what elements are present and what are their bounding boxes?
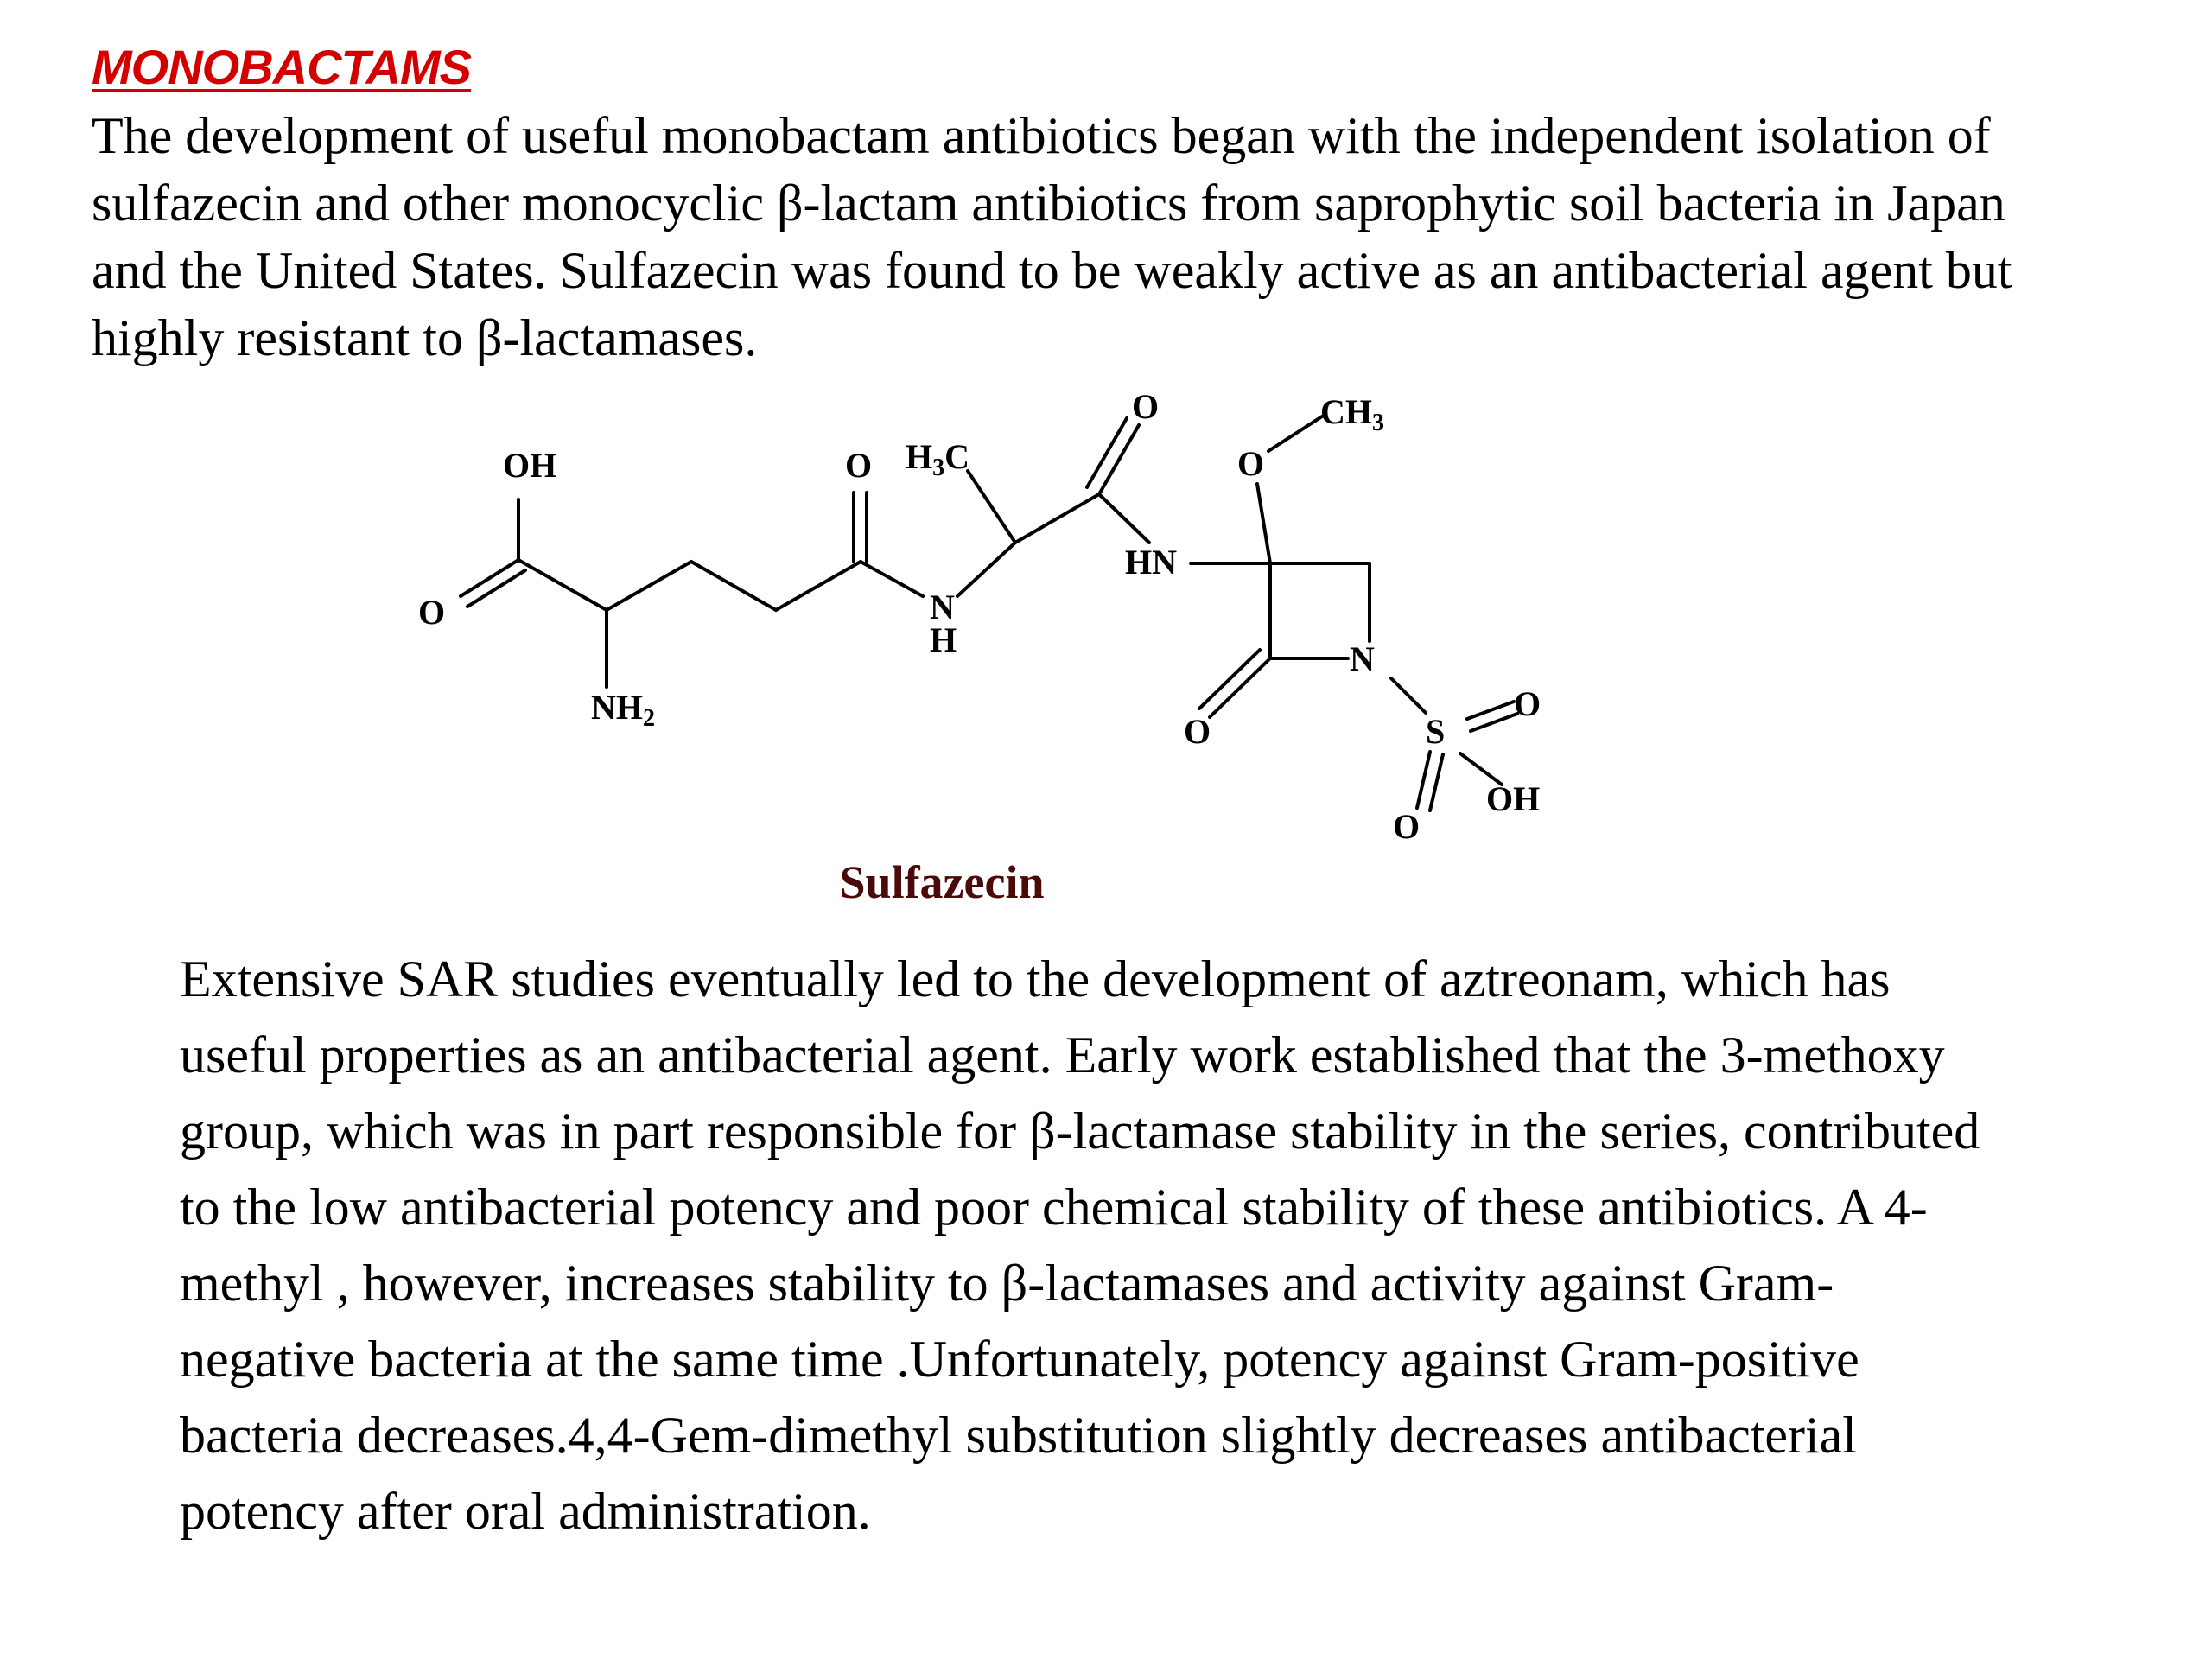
bond — [968, 471, 1015, 543]
bond — [861, 562, 923, 596]
intro-line: and the United States. Sulfazecin was found to be weakly active as an antibacterial agent but — [92, 242, 2012, 299]
atom-nh2: $NH_2$ — [591, 688, 655, 732]
atom-o: O — [1514, 684, 1541, 723]
bond — [518, 560, 607, 610]
bond — [957, 543, 1015, 596]
bond — [1099, 494, 1149, 543]
sar-paragraph — [180, 942, 2193, 1550]
atom-o: O — [1393, 807, 1421, 846]
atom-o: O — [845, 446, 873, 485]
atom-n: N — [930, 588, 955, 626]
sar-line: potency after oral administration. — [180, 1483, 871, 1540]
sar-line: Extensive SAR studies eventually led to the development of aztreonam, which has — [180, 950, 1891, 1007]
bond — [1087, 418, 1127, 487]
atom-hn: HN — [1125, 543, 1177, 582]
intro-line: sulfazecin and other monocyclic β-lactam antibiotics from saprophytic soil bacteria in Japan — [92, 175, 2005, 232]
bond — [607, 562, 691, 610]
atom-n: N — [1350, 639, 1375, 678]
bond — [1257, 484, 1270, 563]
intro-line: highly resistant to β-lactamases. — [92, 309, 758, 366]
atom-h3c: $H_3C$ — [906, 437, 970, 481]
atom-o: O — [1132, 387, 1160, 426]
sar-line: to the low antibacterial potency and poor chemical stability of these antibiotics. A 4- — [180, 1179, 1928, 1236]
atom-ch3: $CH_3$ — [1320, 392, 1384, 436]
atom-s: S — [1426, 712, 1446, 751]
bond — [1417, 752, 1430, 808]
atom-oh: OH — [1486, 779, 1541, 818]
sar-line: methyl , however, increases stability to β-lactamases and activity against Gram- — [180, 1255, 1834, 1312]
bond — [1015, 494, 1099, 543]
bond — [1268, 416, 1322, 451]
sar-line: useful properties as an antibacterial agent. Early work established that the 3-methoxy — [180, 1027, 1945, 1084]
atom-oh: OH — [503, 446, 557, 485]
atom-o: O — [418, 593, 446, 632]
atom-o: O — [1184, 712, 1211, 751]
bond — [1391, 678, 1426, 713]
slide-title: MONOBACTAMS — [92, 40, 472, 94]
intro-line: The development of useful monobactam antibiotics began with the independent isolation of — [92, 107, 1991, 164]
bond — [1099, 425, 1139, 494]
atom-o: O — [1237, 444, 1265, 483]
sar-line: group, which was in part responsible for β-lactamase stability in the series, contributed — [180, 1103, 1980, 1160]
bond — [691, 562, 776, 610]
sar-line: negative bacteria at the same time .Unfortunately, potency against Gram-positive — [180, 1331, 1859, 1388]
bond — [1430, 754, 1443, 810]
sar-line: bacteria decreases.4,4-Gem-dimethyl substitution slightly decreases antibacterial — [180, 1407, 1857, 1464]
structure-caption: Sulfazecin — [839, 856, 1045, 908]
atom-h: H — [930, 620, 957, 659]
bond — [776, 562, 861, 610]
